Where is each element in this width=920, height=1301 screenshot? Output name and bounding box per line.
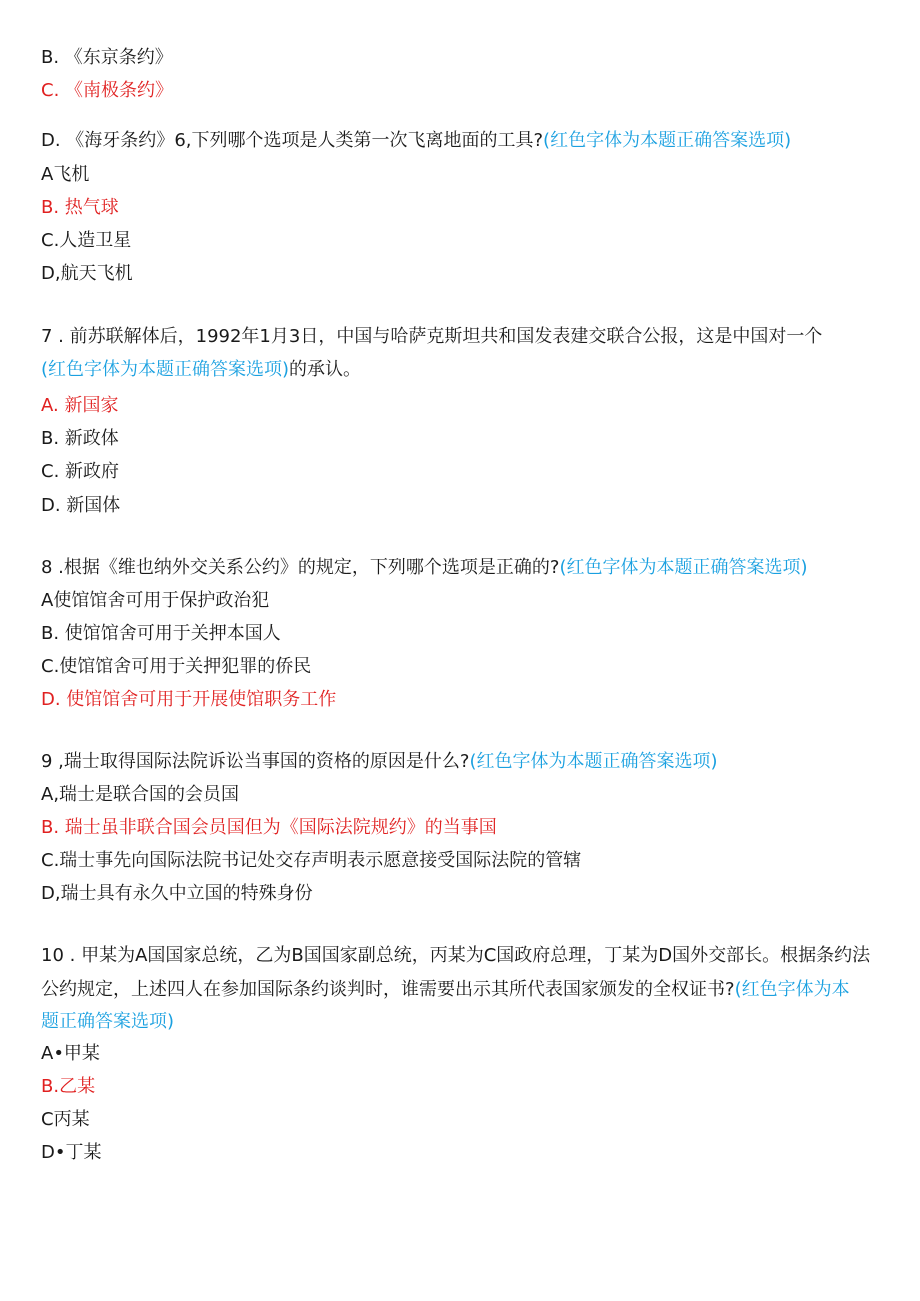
q10-question-text: 公约规定，上述四人在参加国际条约谈判时，谁需要出示其所代表国家颁发的全权证书?: [41, 979, 735, 1000]
q8-option-a: A使馆馆舍可用于保护政治犯: [41, 590, 270, 611]
q8-option-b: B. 使馆馆舍可用于关押本国人: [41, 623, 281, 644]
q8-question-line: [41, 556, 808, 580]
q5-option-b: B. 《东京条约》: [41, 47, 173, 68]
q9-answer-note: (红色字体为本题正确答案选项): [469, 751, 718, 772]
q5-option-d: D. 《海牙条约》: [41, 130, 175, 151]
q7-option-b: B. 新政体: [41, 428, 119, 449]
q6-answer-note: (红色字体为本题正确答案选项): [543, 130, 792, 151]
q7-answer-note: (红色字体为本题正确答案选项): [41, 359, 290, 380]
q7-question-end: 的承认。: [289, 359, 362, 380]
q10-question-line1: 10 . 甲某为A国国家总统，乙为B国国家副总统，丙某为C国政府总理，丁某为D国外交部长。根据条约法: [41, 945, 871, 966]
q6-option-b-correct: B. 热气球: [41, 197, 119, 218]
q7-option-c: C. 新政府: [41, 461, 120, 482]
q6-question-text: 6,下列哪个选项是人类第一次飞离地面的工具?: [174, 130, 544, 151]
q7-option-a-correct: A. 新国家: [41, 395, 119, 416]
q9-option-a: A,瑞士是联合国的会员国: [41, 784, 240, 805]
q9-option-b-correct: B. 瑞士虽非联合国会员国但为《国际法院规约》的当事国: [41, 817, 497, 838]
q10-answer-note-part2: 题正确答案选项): [41, 1011, 175, 1032]
q6-option-a: A飞机: [41, 164, 90, 185]
q9-option-c: C.瑞士事先向国际法院书记处交存声明表示愿意接受国际法院的管辖: [41, 850, 582, 871]
q10-answer-note-part1: (红色字体为本: [734, 979, 850, 1000]
q9-question-text: 9 ,瑞士取得国际法院诉讼当事国的资格的原因是什么?: [41, 751, 470, 772]
q9-question-line: [41, 750, 718, 774]
q9-option-d: D,瑞士具有永久中立国的特殊身份: [41, 883, 313, 904]
q10-option-d: D•丁某: [41, 1142, 102, 1163]
q8-question-text: 8 .根据《维也纳外交关系公约》的规定，下列哪个选项是正确的?: [41, 557, 560, 578]
q6-option-c: C.人造卫星: [41, 230, 132, 251]
q10-question-line2: [41, 978, 850, 1002]
q8-option-d-correct: D. 使馆馆舍可用于开展使馆职务工作: [41, 689, 337, 710]
q7-question-line2: [41, 358, 361, 382]
q5-option-c-correct: C. 《南极条约》: [41, 80, 174, 101]
q10-option-b-correct: B.乙某: [41, 1076, 96, 1097]
q10-option-a: A•甲某: [41, 1043, 100, 1064]
q10-option-c: C丙某: [41, 1109, 90, 1130]
q5-d-q6-question-line: [41, 129, 791, 153]
q6-option-d: D,航天飞机: [41, 263, 133, 284]
q8-answer-note: (红色字体为本题正确答案选项): [559, 557, 808, 578]
q7-option-d: D. 新国体: [41, 495, 121, 516]
q7-question-line1: 7 . 前苏联解体后，1992年1月3日，中国与哈萨克斯坦共和国发表建交联合公报，这是中国对一个: [41, 326, 823, 347]
q8-option-c: C.使馆馆舍可用于关押犯罪的侨民: [41, 656, 312, 677]
